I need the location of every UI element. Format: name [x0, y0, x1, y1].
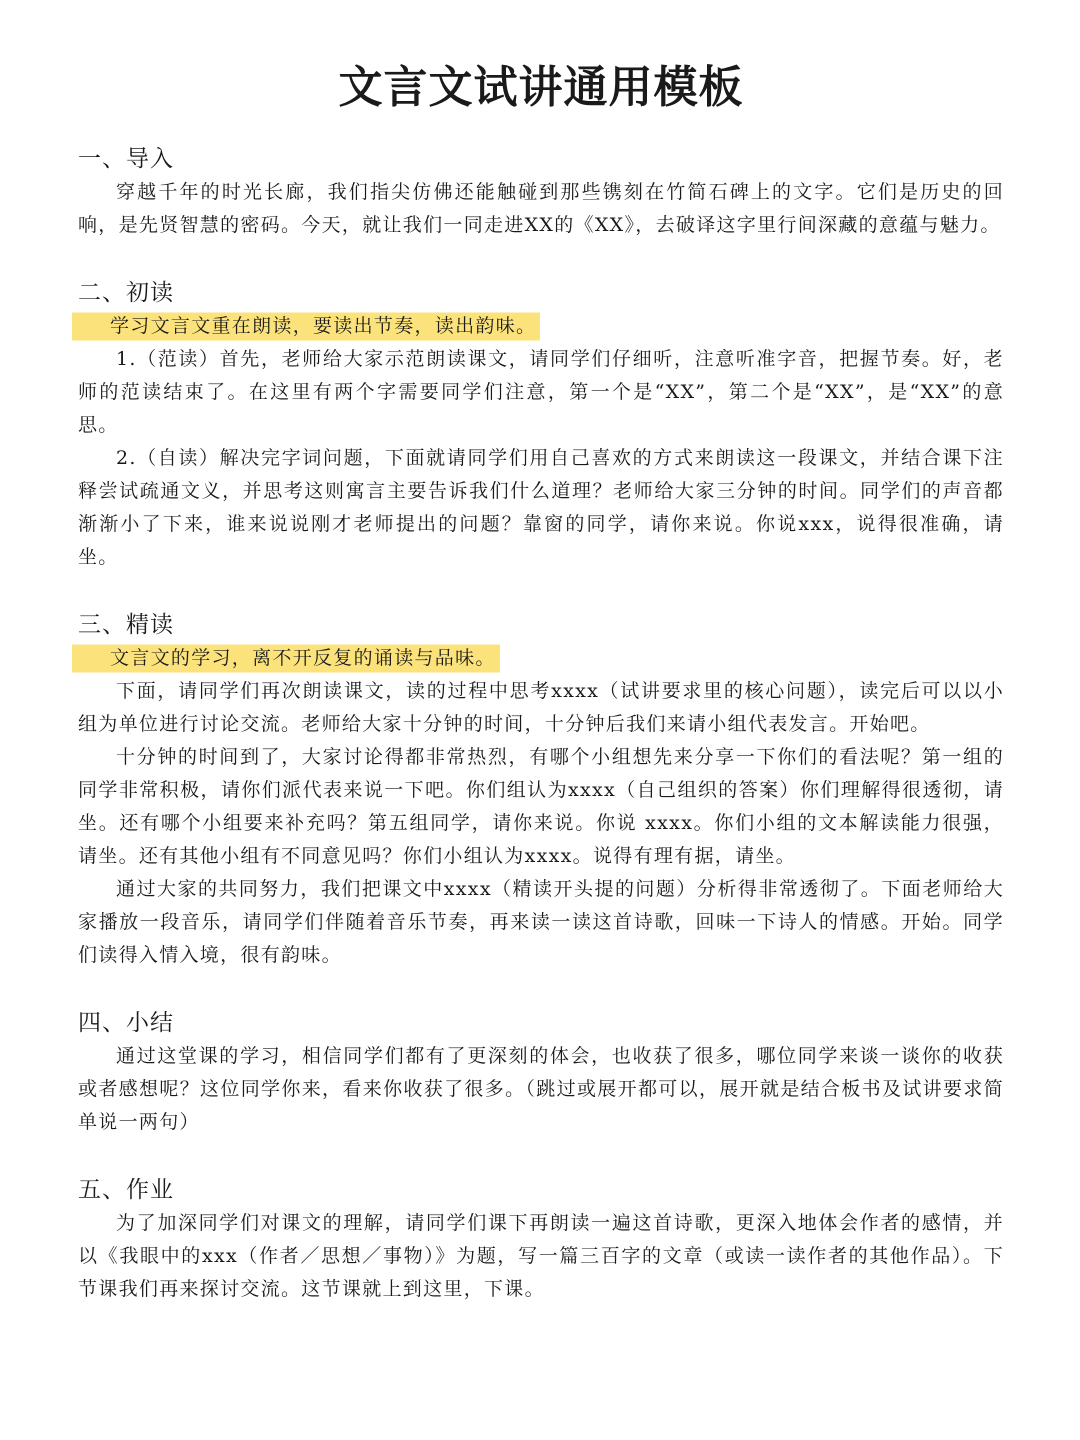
section-close-reading — [78, 608, 1004, 972]
section-paragraph: 下面，请同学们再次朗读课文，读的过程中思考xxxx（试讲要求里的核心问题），读完后可以以小组为单位进行讨论交流。老师给大家十分钟的时间，十分钟后我们来请小组代表发言。开始吧。 — [78, 680, 1004, 735]
section-paragraph: 十分钟的时间到了，大家讨论得都非常热烈，有哪个小组想先来分享一下你们的看法呢？第一组的同学非常积极，请你们派代表来说一下吧。你们组认为xxxx（自己组织的答案）你们理解得很透彻，请坐。还有哪个小组要来补充吗？第五组同学，请你来说。你说 xxxx。你们小组的文本解读能力很强，请坐。还有其他小组有不同意见吗？你们小组认为xxxx。说得有理有据，请坐。 — [78, 746, 1004, 867]
section-summary — [78, 1006, 1004, 1139]
section-first-reading — [78, 276, 1004, 574]
section-heading: 二、初读 — [78, 280, 174, 306]
section-paragraph: 2.（自读）解决完字词问题，下面就请同学们用自己喜欢的方式来朗读这一段课文，并结合课下注释尝试疏通文义，并思考这则寓言主要告诉我们什么道理？老师给大家三分钟的时间。同学们的声音都渐渐小了下来，谁来说说刚才老师提出的问题？靠窗的同学，请你来说。你说xxx，说得很准确，请坐。 — [78, 447, 1004, 568]
highlight-line — [78, 310, 1004, 343]
page-title: 文言文试讲通用模板 — [338, 62, 744, 113]
section-paragraph: 为了加深同学们对课文的理解，请同学们课下再朗读一遍这首诗歌，更深入地体会作者的感情，并以《我眼中的xxx（作者／思想／事物）》为题，写一篇三百字的文章（或读一读作者的其他作品）。下节课我们再来探讨交流。这节课就上到这里，下课。 — [78, 1212, 1004, 1300]
section-paragraph: 通过大家的共同努力，我们把课文中xxxx（精读开头提的问题）分析得非常透彻了。下面老师给大家播放一段音乐，请同学们伴随着音乐节奏，再来读一读这首诗歌，回味一下诗人的情感。开始。同学们读得入情入境，很有韵味。 — [78, 878, 1004, 966]
section-heading: 四、小结 — [78, 1010, 174, 1036]
section-paragraph: 1.（范读）首先，老师给大家示范朗读课文，请同学们仔细听，注意听准字音，把握节奏。好，老师的范读结束了。在这里有两个字需要同学们注意，第一个是“XX”，第二个是“XX”，是“XX”的意思。 — [78, 348, 1004, 436]
section-heading: 五、作业 — [78, 1177, 174, 1203]
highlight-line — [78, 642, 1004, 675]
highlighted-text: 文言文的学习，离不开反复的诵读与品味。 — [72, 642, 500, 675]
highlighted-text: 学习文言文重在朗读，要读出节奏，读出韵味。 — [72, 310, 540, 343]
section-heading: 一、导入 — [78, 146, 174, 172]
section-heading: 三、精读 — [78, 612, 174, 638]
section-paragraph: 穿越千年的时光长廊，我们指尖仿佛还能触碰到那些镌刻在竹简石碑上的文字。它们是历史的回响，是先贤智慧的密码。今天，就让我们一同走进XX的《XX》，去破译这字里行间深藏的意蕴与魅力。 — [78, 181, 1004, 236]
section-homework — [78, 1173, 1004, 1306]
section-paragraph: 通过这堂课的学习，相信同学们都有了更深刻的体会，也收获了很多，哪位同学来谈一谈你的收获或者感想呢？这位同学你来，看来你收获了很多。（跳过或展开都可以，展开就是结合板书及试讲要求简单说一两句） — [78, 1045, 1004, 1133]
section-introduction — [78, 142, 1004, 242]
